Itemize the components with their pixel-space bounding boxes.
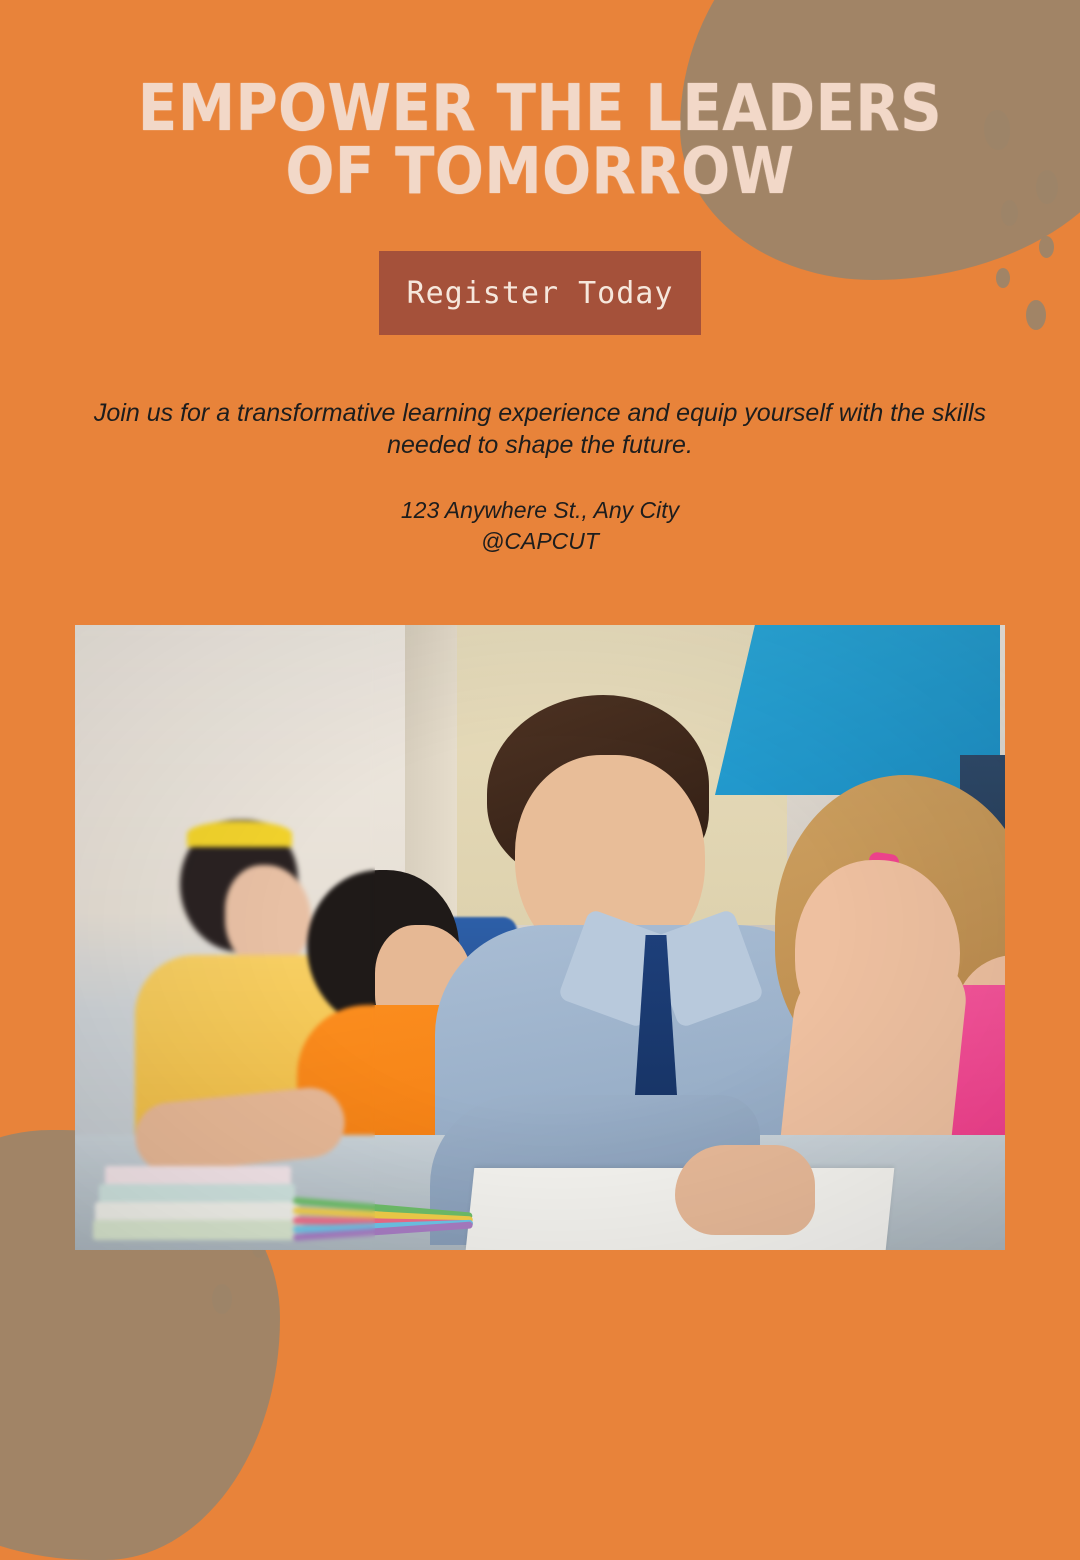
description-text: Join us for a transformative learning experience and equip yourself with the skills needed to shape the future. [93,399,987,460]
decorative-dot [212,1284,232,1314]
page-title: EMPOWER THE LEADERS OF TOMORROW [137,72,943,209]
address-text: 123 Anywhere St., Any City [400,497,680,524]
poster-content [0,0,1080,557]
classroom-photo [75,625,1005,1250]
cta-container [0,251,1080,335]
photo-scene [75,625,1005,1250]
photo-vignette [75,625,1005,1250]
register-today-button[interactable]: Register Today [379,251,701,335]
contact-details [0,495,1080,556]
social-handle-text: @CAPCUT [481,528,599,555]
